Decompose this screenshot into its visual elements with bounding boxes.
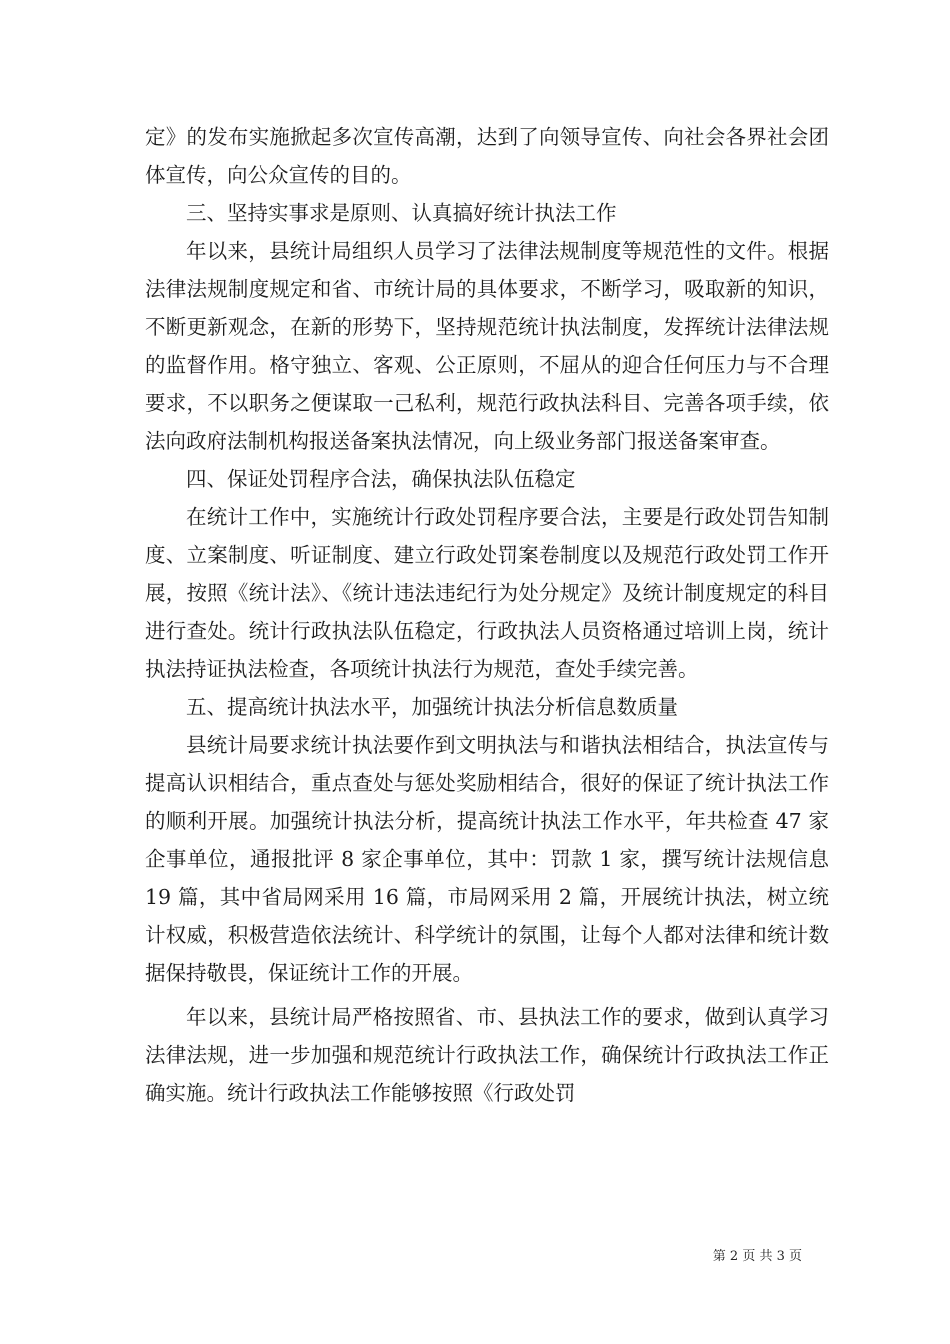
section-heading-3: 三、坚持实事求是原则、认真搞好统计执法工作	[186, 201, 617, 225]
paragraph-law-study: 年以来，县统计局组织人员学习了法律法规制度等规范性的文件。根据法律法规制度规定和省、市统计局的具体要求，不断学习，吸取新的知识，不断更新观念，在新的形势下，坚持规范统计执法制度，发挥统计法律法规的监督作用。格守独立、客观、公正原则，不屈从的迎合任何压力与不合理要求，不以职务之便谋取一己私利，规范行政执法科目、完善各项手续，依法向政府法制机构报送备案执法情况，向上级业务部门报送备案审查。	[145, 239, 829, 453]
section-heading-4: 四、保证处罚程序合法，确保执法队伍稳定	[186, 467, 576, 491]
paragraph-enforcement-level: 县统计局要求统计执法要作到文明执法与和谐执法相结合，执法宣传与提高认识相结合，重点查处与惩处奖励相结合，很好的保证了统计执法工作的顺利开展。加强统计执法分析，提高统计执法工作水平，年共检查 47 家企事单位，通报批评 8 家企事单位，其中：罚款 1 家，撰写统计法规信息 19 篇，其中省局网采用 16 篇，市局网采用 2 篇，开展统计执法，树立统计权威，积极营造依法统计、科学统计的氛围，让每个人都对法律和统计数据保持敬畏，保证统计工作的开展。	[145, 733, 829, 985]
paragraph-continuation: 定》的发布实施掀起多次宣传高潮，达到了向领导宣传、向社会各界社会团体宣传，向公众宣传的目的。	[145, 125, 829, 187]
document-body	[145, 118, 829, 1112]
paragraph-penalty-procedure: 在统计工作中，实施统计行政处罚程序要合法，主要是行政处罚告知制度、立案制度、听证制度、建立行政处罚案卷制度以及规范行政处罚工作开展，按照《统计法》、《统计违法违纪行为处分规定》及统计制度规定的科目进行查处。统计行政执法队伍稳定，行政执法人员资格通过培训上岗，统计执法持证执法检查，各项统计执法行为规范，查处手续完善。	[145, 505, 829, 681]
paragraph-summary: 年以来，县统计局严格按照省、市、县执法工作的要求，做到认真学习法律法规，进一步加强和规范统计行政执法工作，确保统计行政执法工作正确实施。统计行政执法工作能够按照《行政处罚	[145, 1005, 829, 1105]
page-number-footer: 第 2 页 共 3 页	[712, 1249, 802, 1264]
section-heading-5: 五、提高统计执法水平，加强统计执法分析信息数质量	[186, 695, 678, 719]
